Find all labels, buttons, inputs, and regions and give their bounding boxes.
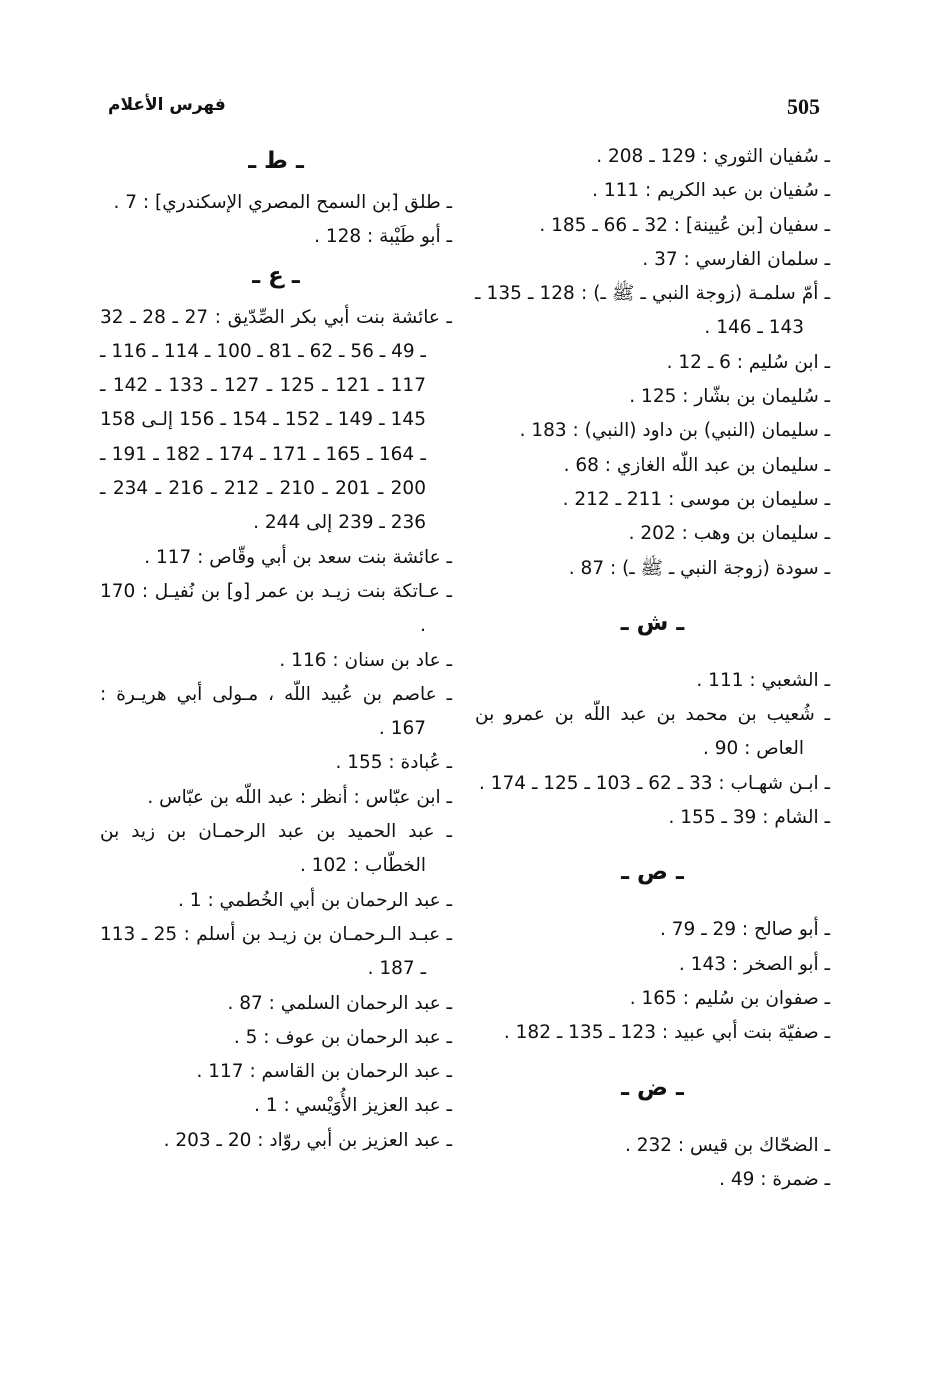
index-entry: ـ أبو طَيْبة : 128 . [314, 226, 452, 248]
index-entry: ـ عبد الرحمان بن القاسم : 117 . [196, 1061, 452, 1083]
index-entry: ـ شُعيب بن محمد بن عبد اللّه بن عمرو بن العاص : 90 . [475, 704, 830, 760]
index-entry: ـ سفيان [بن عُيينة] : 32 ـ 66 ـ 185 . [539, 214, 830, 236]
index-entry: ـ عائشة بنت أبي بكر الصِّدّيق : 27 ـ 28 ـ 32 ـ 49 ـ 56 ـ 62 ـ 81 ـ 100 ـ 114 ـ 116 ـ 117 ـ 121 ـ 125 ـ 127 ـ 133 ـ 142 ـ 145 ـ 149 ـ 152 ـ 154 ـ 156 إلـى 158 ـ 164 ـ 165 ـ 171 ـ 174 ـ 182 ـ 191 ـ 200 ـ 201 ـ 210 ـ 212 ـ 216 ـ 234 ـ 236 ـ 239 إلى 244 . [100, 306, 452, 534]
index-section [475, 140, 830, 586]
running-header: فهرس الأعلام [108, 95, 226, 115]
index-entry: ـ عاصم بن عُبيد اللّه ، مـولى أبي هريـرة : 167 . [100, 683, 452, 740]
section-letter-heading: ـ ض ـ [621, 1074, 684, 1101]
index-section [475, 855, 830, 1050]
index-entry: ـ سودة (زوجة النبي ـ ﷺ ـ) : 87 . [568, 557, 830, 579]
index-entry: ـ صفيّة بنت أبي عبيد : 123 ـ 135 ـ 182 . [503, 1022, 830, 1044]
index-entry: ـ أبو الصخر : 143 . [678, 953, 830, 975]
index-entry: ـ عائشة بنت سعد بن أبي وقّاص : 117 . [144, 546, 452, 568]
index-entry: ـ ابن سُليم : 6 ـ 12 . [666, 351, 830, 373]
index-entry: ـ الشام : 39 ـ 155 . [668, 807, 830, 829]
index-entry: ـ ابن عبّاس : أنظر : عبد اللّه بن عبّاس . [147, 786, 452, 808]
index-entry: ـ عاد بن سنان : 116 . [279, 649, 452, 671]
index-entry: ـ سُفيان الثوري : 129 ـ 208 . [596, 146, 830, 167]
index-entry: ـ عبد الرحمان بن عوف : 5 . [233, 1026, 452, 1048]
index-entry: ـ سليمان بن عبد اللّه الغازي : 68 . [563, 454, 830, 476]
index-entry: ـ ضمرة : 49 . [719, 1168, 830, 1190]
index-entry: ـ طلق [بن السمح المصري الإسكندري] : 7 . [113, 192, 452, 213]
index-entry: ـ عُبادة : 155 . [335, 752, 452, 774]
index-entry: ـ عبد الرحمان السلمي : 87 . [227, 992, 452, 1014]
index-entry: ـ عبد الرحمان بن أبي الخُطمي : 1 . [178, 889, 452, 911]
index-entry: ـ سليمان بن موسى : 211 ـ 212 . [562, 488, 830, 510]
section-letter-heading: ـ ص ـ [621, 859, 684, 886]
index-entry: ـ الشعبي : 111 . [696, 669, 830, 691]
index-section [475, 606, 830, 835]
index-entry: ـ أمّ سلمـة (زوجة النبي ـ ﷺ ـ) : 128 ـ 135 ـ 143 ـ 146 . [475, 283, 830, 339]
page-number: 505 [787, 94, 820, 119]
index-section [100, 259, 452, 1158]
index-entry: ـ ابـن شهـاب : 33 ـ 62 ـ 103 ـ 125 ـ 174 . [478, 772, 830, 794]
index-entry: ـ عبد العزيز الأُوَيْسي : 1 . [254, 1095, 452, 1117]
index-section [100, 144, 452, 255]
index-entry: ـ عبد الحميد بن عبد الرحمـان بن زيد بن الخطّاب : 102 . [100, 821, 452, 877]
index-entry: ـ عبد العزيز بن أبي روّاد : 20 ـ 203 . [163, 1129, 452, 1151]
index-entry: ـ سليمان بن وهب : 202 . [628, 523, 830, 545]
section-letter-heading: ـ ط ـ [248, 148, 304, 174]
index-section [475, 1071, 830, 1198]
index-column-left [100, 140, 452, 1158]
index-entry: ـ عبـد الـرحمـان بن زيـد بن أسلم : 25 ـ 113 ـ 187 . [100, 923, 452, 980]
index-entry: ـ سليمان (النبي) بن داود (النبي) : 183 . [519, 420, 830, 442]
index-column-right [475, 140, 830, 1197]
section-letter-heading: ـ ش ـ [620, 609, 685, 636]
index-entry: ـ سُفيان بن عبد الكريم : 111 . [592, 180, 830, 202]
index-entry: ـ سلمان الفارسي : 37 . [642, 248, 830, 270]
index-entry: ـ سُليمان بن بشّار : 125 . [629, 386, 830, 408]
index-entry: ـ أبو صالح : 29 ـ 79 . [660, 919, 830, 941]
index-entry: ـ عـاتكة بنت زيـد بن عمر [و] بن نُفيـل : 170 . [100, 580, 452, 637]
section-letter-heading: ـ ع ـ [252, 262, 300, 289]
index-entry: ـ صفوان بن سُليم : 165 . [629, 987, 830, 1009]
index-entry: ـ الضحّاك بن قيس : 232 . [624, 1134, 830, 1156]
